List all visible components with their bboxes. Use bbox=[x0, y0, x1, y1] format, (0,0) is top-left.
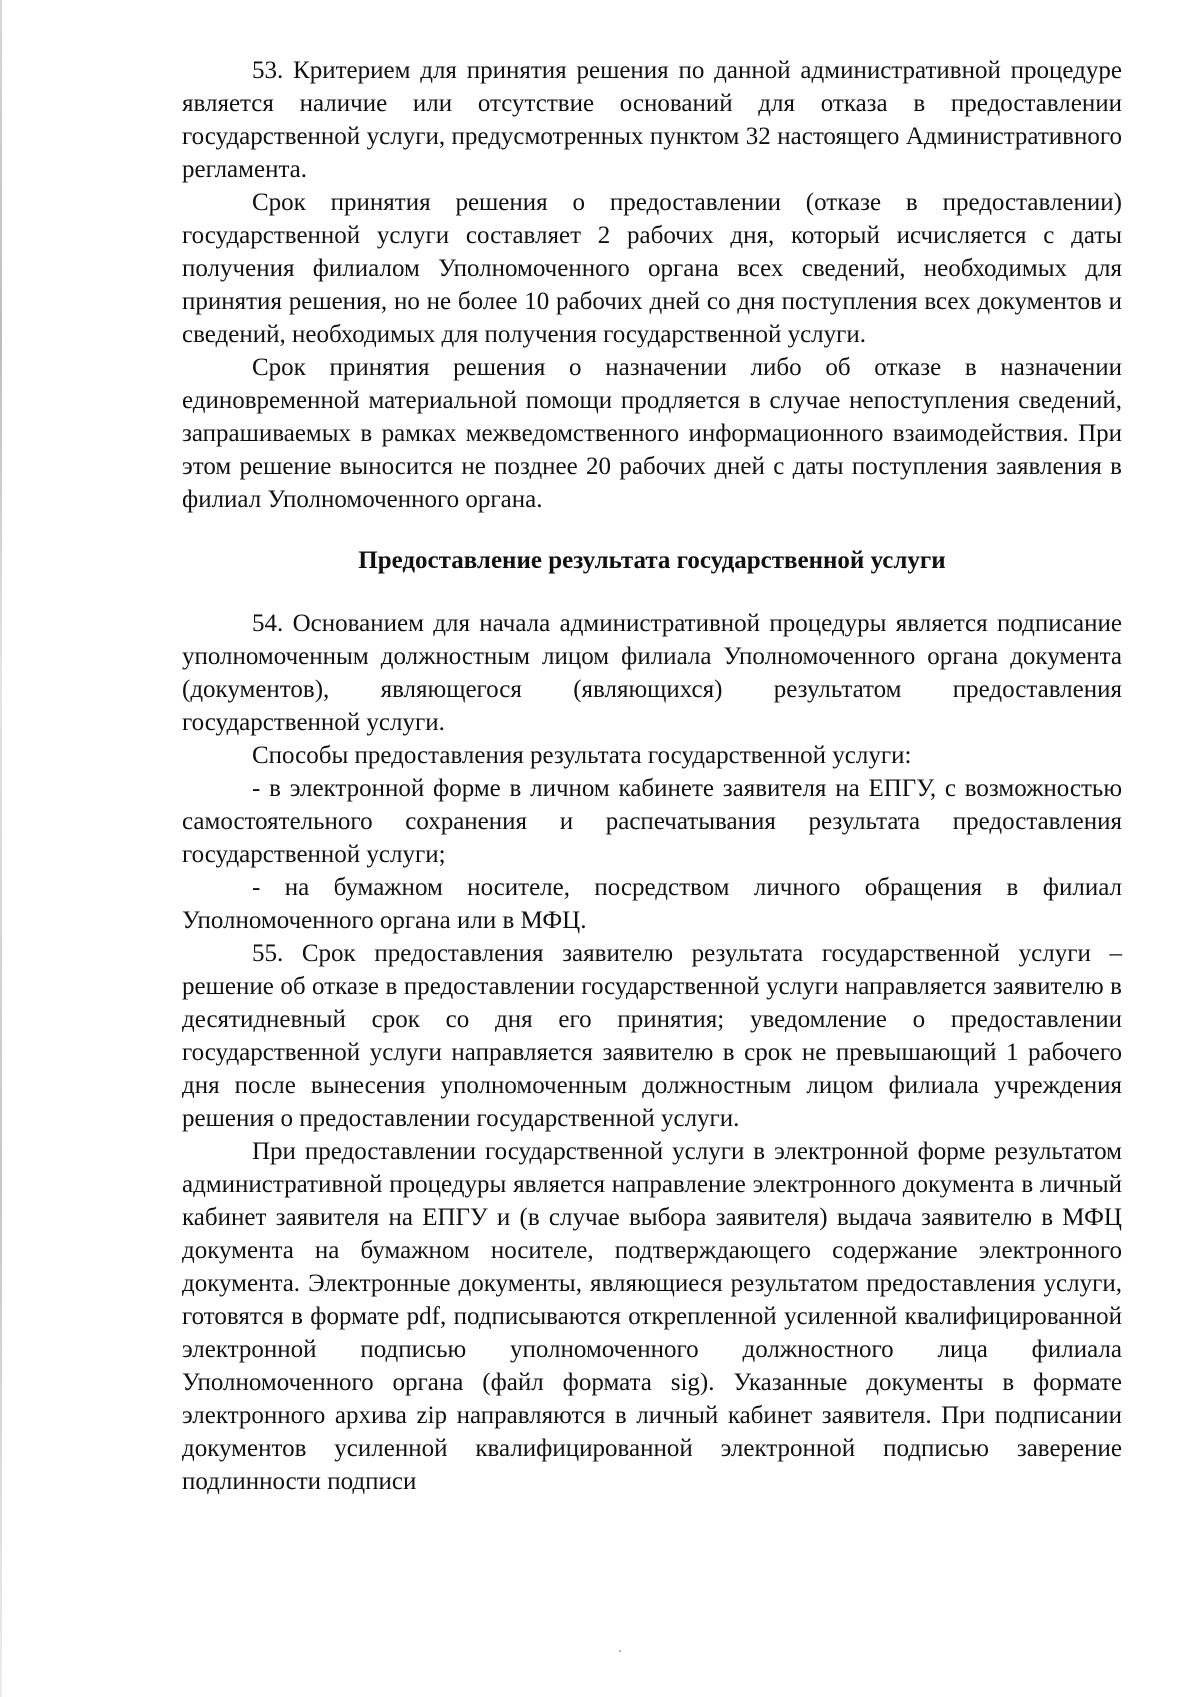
paragraph-54: 54. Основанием для начала административной процедуры является подписание уполномоченным должностным лицом филиала Уполномоченного органа документа (документов), являющегося (являющихся) результатом предоставления государственной услуги. bbox=[182, 610, 1122, 736]
paragraph-decision-term: Срок принятия решения о предоставлении (отказе в предоставлении) государственной услуги составляет 2 рабочих дня, который исчисляется с даты получения филиалом Уполномоченного органа всех сведений, необходимых для принятия решения, но не более 10 рабочих дней со дня поступления всех документов и сведений, необходимых для получения государственной услуги. bbox=[182, 189, 1122, 348]
paragraph-55: 55. Срок предоставления заявителю результата государственной услуги – решение об отказе в предоставлении государственной услуги направляется заявителю в десятидневный срок со дня его принятия; уведомление о предоставлении государственной услуги направляется заявителю в срок не превышающий 1 рабочего дня после вынесения уполномоченным должностным лицом филиала учреждения решения о предоставлении государственной услуги. bbox=[182, 940, 1122, 1132]
document-page bbox=[182, 54, 1122, 1498]
list-item-electronic: - в электронной форме в личном кабинете заявителя на ЕПГУ, с возможностью самостоятельного сохранения и распечатывания результата предоставления государственной услуги; bbox=[182, 775, 1122, 868]
list-item-paper: - на бумажном носителе, посредством личного обращения в филиал Уполномоченного органа или в МФЦ. bbox=[182, 874, 1122, 934]
section-heading: Предоставление результата государственной услуги bbox=[358, 547, 946, 574]
paragraph-delivery-methods: Способы предоставления результата государственной услуги: bbox=[252, 742, 912, 769]
paragraph-electronic-result: При предоставлении государственной услуги в электронной форме результатом административной процедуры является направление электронного документа в личный кабинет заявителя на ЕПГУ и (в случае выбора заявителя) выдача заявителю в МФЦ документа на бумажном носителе, подтверждающего содержание электронного документа. Электронные документы, являющиеся результатом предоставления услуги, готовятся в формате pdf, подписываются открепленной усиленной квалифицированной электронной подписью уполномоченного должностного лица филиала Уполномоченного органа (файл формата sig). Указанные документы в формате электронного архива zip направляются в личный кабинет заявителя. При подписании документов усиленной квалифицированной электронной подписью заверение подлинности подписи bbox=[182, 1138, 1122, 1495]
scan-edge-shadow bbox=[0, 0, 2, 1697]
paragraph-term-extension: Срок принятия решения о назначении либо об отказе в назначении единовременной материальной помощи продляется в случае непоступления сведений, запрашиваемых в рамках межведомственного информационного взаимодействия. При этом решение выносится не позднее 20 рабочих дней с даты поступления заявления в филиал Уполномоченного органа. bbox=[182, 354, 1122, 513]
paragraph-53: 53. Критерием для принятия решения по данной административной процедуре является наличие или отсутствие оснований для отказа в предоставлении государственной услуги, предусмотренных пунктом 32 настоящего Административного регламента. bbox=[182, 57, 1122, 183]
scan-speck bbox=[619, 1650, 621, 1652]
